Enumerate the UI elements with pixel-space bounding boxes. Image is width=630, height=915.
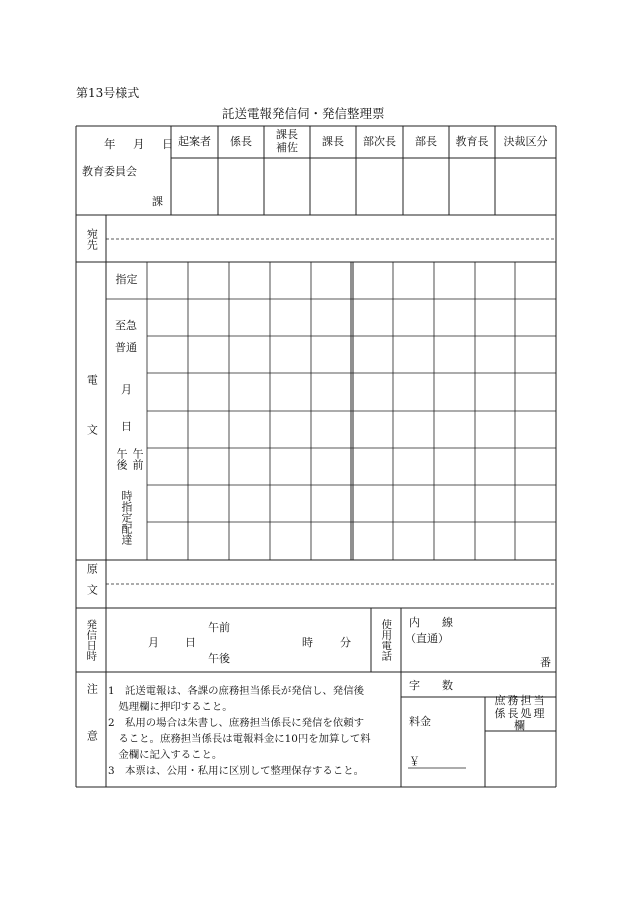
- option-urgent: 至急: [115, 319, 137, 332]
- char-count-label: 字 数: [409, 679, 453, 692]
- fee-label: 料金: [409, 715, 431, 728]
- option-designated: 指定: [115, 273, 138, 287]
- send-am: 午前: [208, 621, 230, 634]
- send-datetime-label: 発信日時: [85, 619, 98, 661]
- approver-deputy-director: 部次長: [363, 134, 396, 148]
- option-day: 日: [121, 420, 132, 433]
- note-line-3: 2 私用の場合は朱書し、庶務担当係長に発信を依頼す: [108, 717, 364, 729]
- approver-superintendent: 教育長: [455, 134, 489, 148]
- phone-label: 使用電話: [380, 619, 393, 661]
- approver-chief: 係長: [230, 134, 252, 148]
- phone-extension: 内 線: [409, 616, 453, 629]
- telegram-section-label: 電 文: [85, 373, 99, 449]
- approver-manager: 課長: [322, 134, 344, 148]
- note-line-4: ること。庶務担当係長は電報料金に10円を加算して料: [108, 733, 371, 745]
- approver-director: 部長: [415, 134, 437, 148]
- form-title: 託送電報発信伺・発信整理票: [222, 106, 385, 121]
- approver-deputy-manager-label: 課長補佐: [276, 128, 298, 154]
- note-line-5: 金欄に記入すること。: [108, 749, 223, 761]
- approval-category: 決裁区分: [503, 134, 548, 148]
- org-label: 教育委員会: [82, 165, 137, 178]
- option-time-delivery: 時指定配達: [120, 490, 133, 545]
- recipient-label: 宛先: [85, 227, 99, 250]
- approver-deputy-manager: [264, 126, 310, 158]
- option-am: 午前: [131, 448, 144, 470]
- officer-processing-text: 庶務担当係長処理欄: [494, 694, 547, 733]
- send-month: 月: [148, 636, 159, 649]
- section-label: 課: [152, 195, 163, 208]
- date-label: 年 月 日: [104, 137, 177, 151]
- send-pm: 午後: [208, 652, 230, 665]
- send-hour: 時: [302, 636, 313, 649]
- send-day: 日: [185, 636, 196, 649]
- option-pm: 午後: [115, 448, 128, 470]
- send-minute: 分: [340, 636, 351, 649]
- option-month: 月: [121, 383, 132, 396]
- phone-direct: （直通）: [405, 632, 449, 645]
- notes-label: 注意: [85, 682, 99, 777]
- option-normal: 普通: [115, 341, 137, 354]
- original-label: 原文: [85, 563, 99, 605]
- note-line-6: 3 本票は、公用・私用に区別して整理保存すること。: [108, 765, 364, 777]
- note-line-2: 処理欄に押印すること。: [108, 701, 233, 713]
- officer-processing-label: [485, 694, 556, 733]
- approver-drafter: 起案者: [178, 134, 211, 148]
- yen-symbol: ￥: [409, 755, 420, 768]
- form-number: 第13号様式: [76, 86, 140, 100]
- note-line-1: 1 託送電報は、各課の庶務担当係長が発信し、発信後: [108, 685, 364, 697]
- phone-number-suffix: 番: [540, 656, 551, 669]
